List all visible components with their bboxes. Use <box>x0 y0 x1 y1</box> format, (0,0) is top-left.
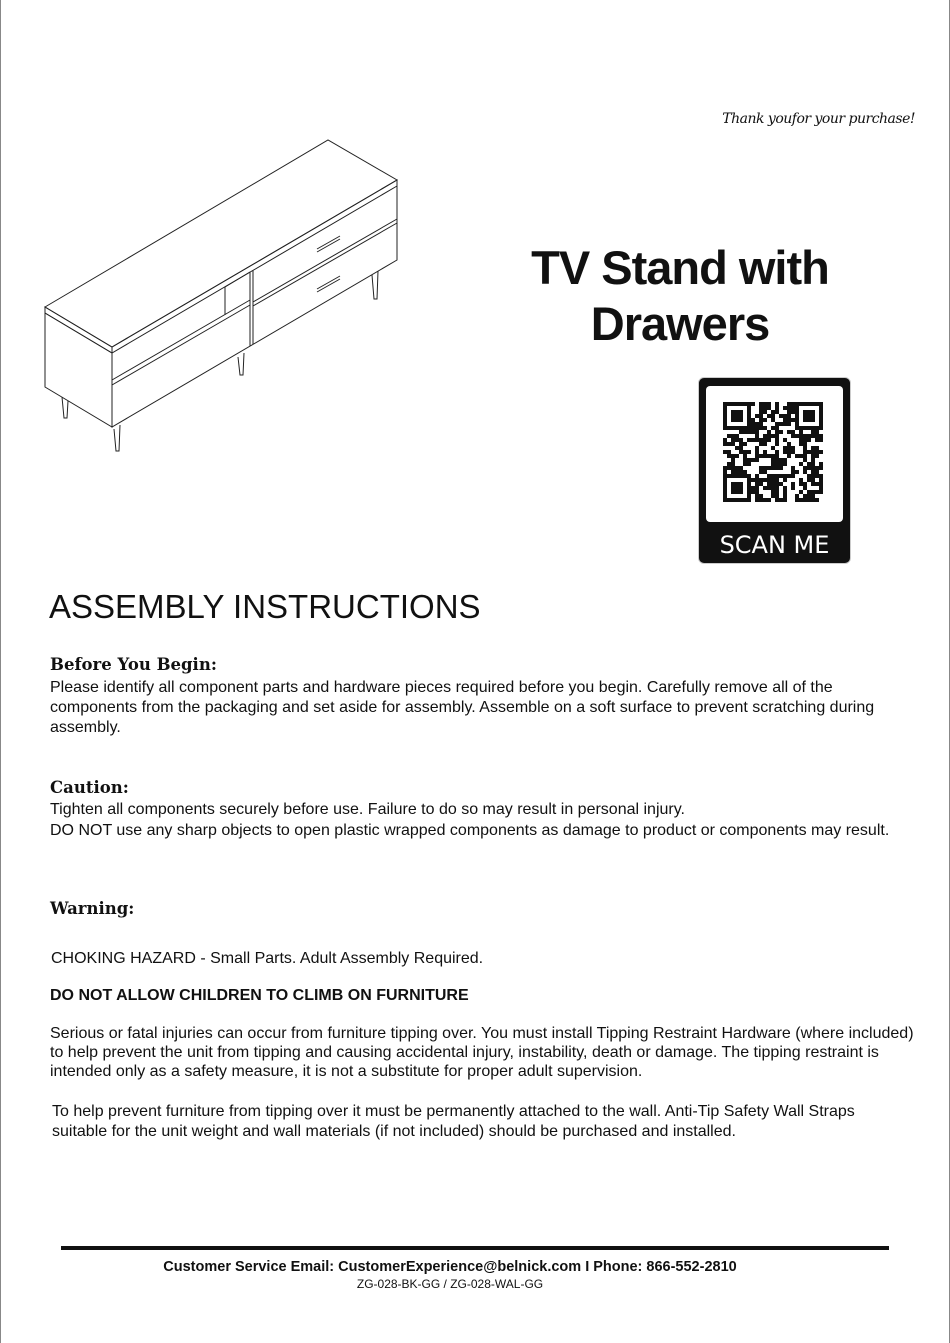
page-edge-left <box>0 0 1 1343</box>
before-text: Please identify all component parts and hardware pieces required before you begin. Carefully remove all of the components from the packaging and set aside for assembly. Assemble on a soft surface to prevent scratching during assembly. <box>50 679 875 736</box>
page-heading: ASSEMBLY INSTRUCTIONS <box>49 588 481 625</box>
wall-strap-paragraph: To help prevent furniture from tipping over it must be permanently attached to the wall. Anti-Tip Safety Wall Straps suitable for the unit weight and wall materials (if not included) should be purchased and installed. <box>52 1103 855 1140</box>
tipping-paragraph: Serious or fatal injuries can occur from furniture tipping over. You must install Tipping Restraint Hardware (where included) to help prevent the unit from tipping and causing accidental injury, instability, death or damage. The tipping restraint is intended only as a safety measure, it is not a substitute for proper adult supervision. <box>50 1025 914 1080</box>
qr-code-icon <box>706 386 843 522</box>
caution-line2: DO NOT use any sharp objects to open plastic wrapped components as damage to product or components may result. <box>50 822 890 839</box>
product-title-line1: TV Stand with <box>531 241 829 294</box>
product-title-line2: Drawers <box>590 297 770 350</box>
thank-you-note: Thank youfor your purchase! <box>722 111 915 127</box>
tv-stand-illustration <box>40 135 405 455</box>
caution-title: Caution: <box>50 778 129 797</box>
model-numbers: ZG-028-BK-GG / ZG-028-WAL-GG <box>356 1277 544 1291</box>
climb-warning: DO NOT ALLOW CHILDREN TO CLIMB ON FURNITURE <box>50 987 469 1004</box>
customer-service-contact: Customer Service Email: CustomerExperience@belnick.com I Phone: 866-552-2810 <box>163 1259 737 1275</box>
footer-rule <box>61 1246 889 1250</box>
choking-hazard: CHOKING HAZARD - Small Parts. Adult Assembly Required. <box>51 950 484 967</box>
warning-title: Warning: <box>50 899 135 918</box>
qr-code-badge[interactable] <box>698 377 851 564</box>
caution-line1: Tighten all components securely before use. Failure to do so may result in personal injury. <box>50 801 685 818</box>
scan-me-label: SCAN ME <box>719 531 830 559</box>
before-title: Before You Begin: <box>50 655 217 674</box>
product-title <box>530 240 830 352</box>
